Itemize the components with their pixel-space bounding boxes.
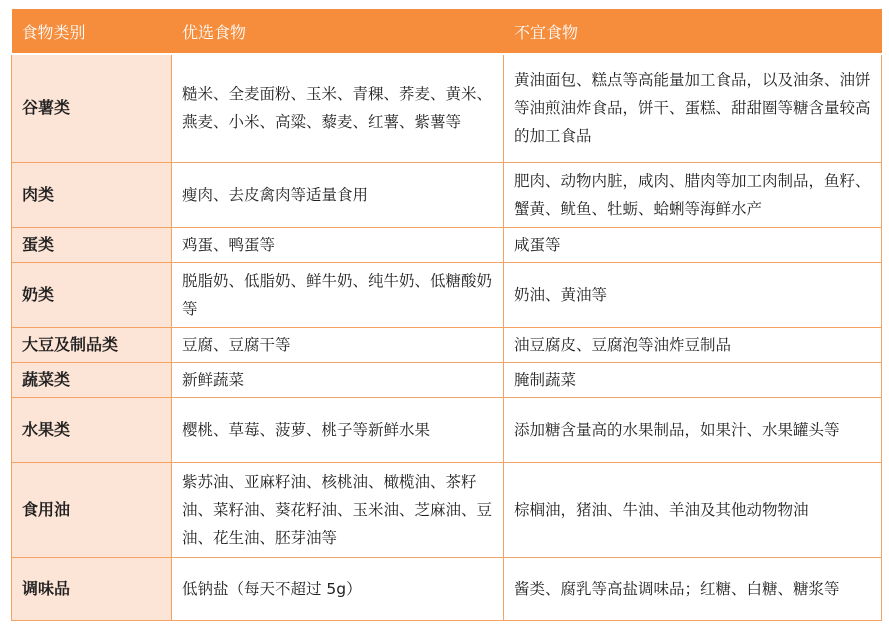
row-avoid: 腌制蔬菜 [504,362,882,397]
table-row [12,327,882,362]
row-category: 大豆及制品类 [12,327,172,362]
table-row [12,397,882,462]
table-row [12,227,882,262]
row-avoid: 油豆腐皮、豆腐泡等油炸豆制品 [504,327,882,362]
row-preferred: 鸡蛋、鸭蛋等 [172,227,504,262]
header-avoid: 不宜食物 [504,9,882,54]
food-guide-table [11,9,882,621]
row-preferred: 紫苏油、亚麻籽油、核桃油、橄榄油、茶籽油、菜籽油、葵花籽油、玉米油、芝麻油、豆油、花生油、胚芽油等 [172,462,504,557]
row-preferred: 脱脂奶、低脂奶、鲜牛奶、纯牛奶、低糖酸奶等 [172,262,504,327]
table-header-row [12,9,882,54]
row-avoid: 咸蛋等 [504,227,882,262]
table-row [12,162,882,227]
row-category: 蔬菜类 [12,362,172,397]
table-row [12,262,882,327]
row-preferred: 新鲜蔬菜 [172,362,504,397]
row-avoid: 添加糖含量高的水果制品，如果汁、水果罐头等 [504,397,882,462]
row-preferred: 樱桃、草莓、菠萝、桃子等新鲜水果 [172,397,504,462]
row-category: 调味品 [12,557,172,620]
table-row [12,362,882,397]
row-category: 食用油 [12,462,172,557]
row-avoid: 棕榈油，猪油、牛油、羊油及其他动物物油 [504,462,882,557]
row-preferred: 豆腐、豆腐干等 [172,327,504,362]
row-preferred: 瘦肉、去皮禽肉等适量食用 [172,162,504,227]
table-row [12,462,882,557]
food-guide-table-container [11,9,881,621]
row-preferred: 低钠盐（每天不超过 5g） [172,557,504,620]
header-category: 食物类别 [12,9,172,54]
row-avoid: 肥肉、动物内脏，咸肉、腊肉等加工肉制品，鱼籽、蟹黄、鱿鱼、牡蛎、蛤蜊等海鲜水产 [504,162,882,227]
row-avoid: 酱类、腐乳等高盐调味品；红糖、白糖、糖浆等 [504,557,882,620]
row-category: 蛋类 [12,227,172,262]
table-row [12,54,882,162]
row-avoid: 奶油、黄油等 [504,262,882,327]
row-category: 谷薯类 [12,54,172,162]
header-preferred: 优选食物 [172,9,504,54]
row-category: 奶类 [12,262,172,327]
row-category: 肉类 [12,162,172,227]
row-avoid: 黄油面包、糕点等高能量加工食品，以及油条、油饼等油煎油炸食品，饼干、蛋糕、甜甜圈等糖含量较高的加工食品 [504,54,882,162]
table-row [12,557,882,620]
row-category: 水果类 [12,397,172,462]
row-preferred: 糙米、全麦面粉、玉米、青稞、荞麦、黄米、燕麦、小米、高粱、藜麦、红薯、紫薯等 [172,54,504,162]
